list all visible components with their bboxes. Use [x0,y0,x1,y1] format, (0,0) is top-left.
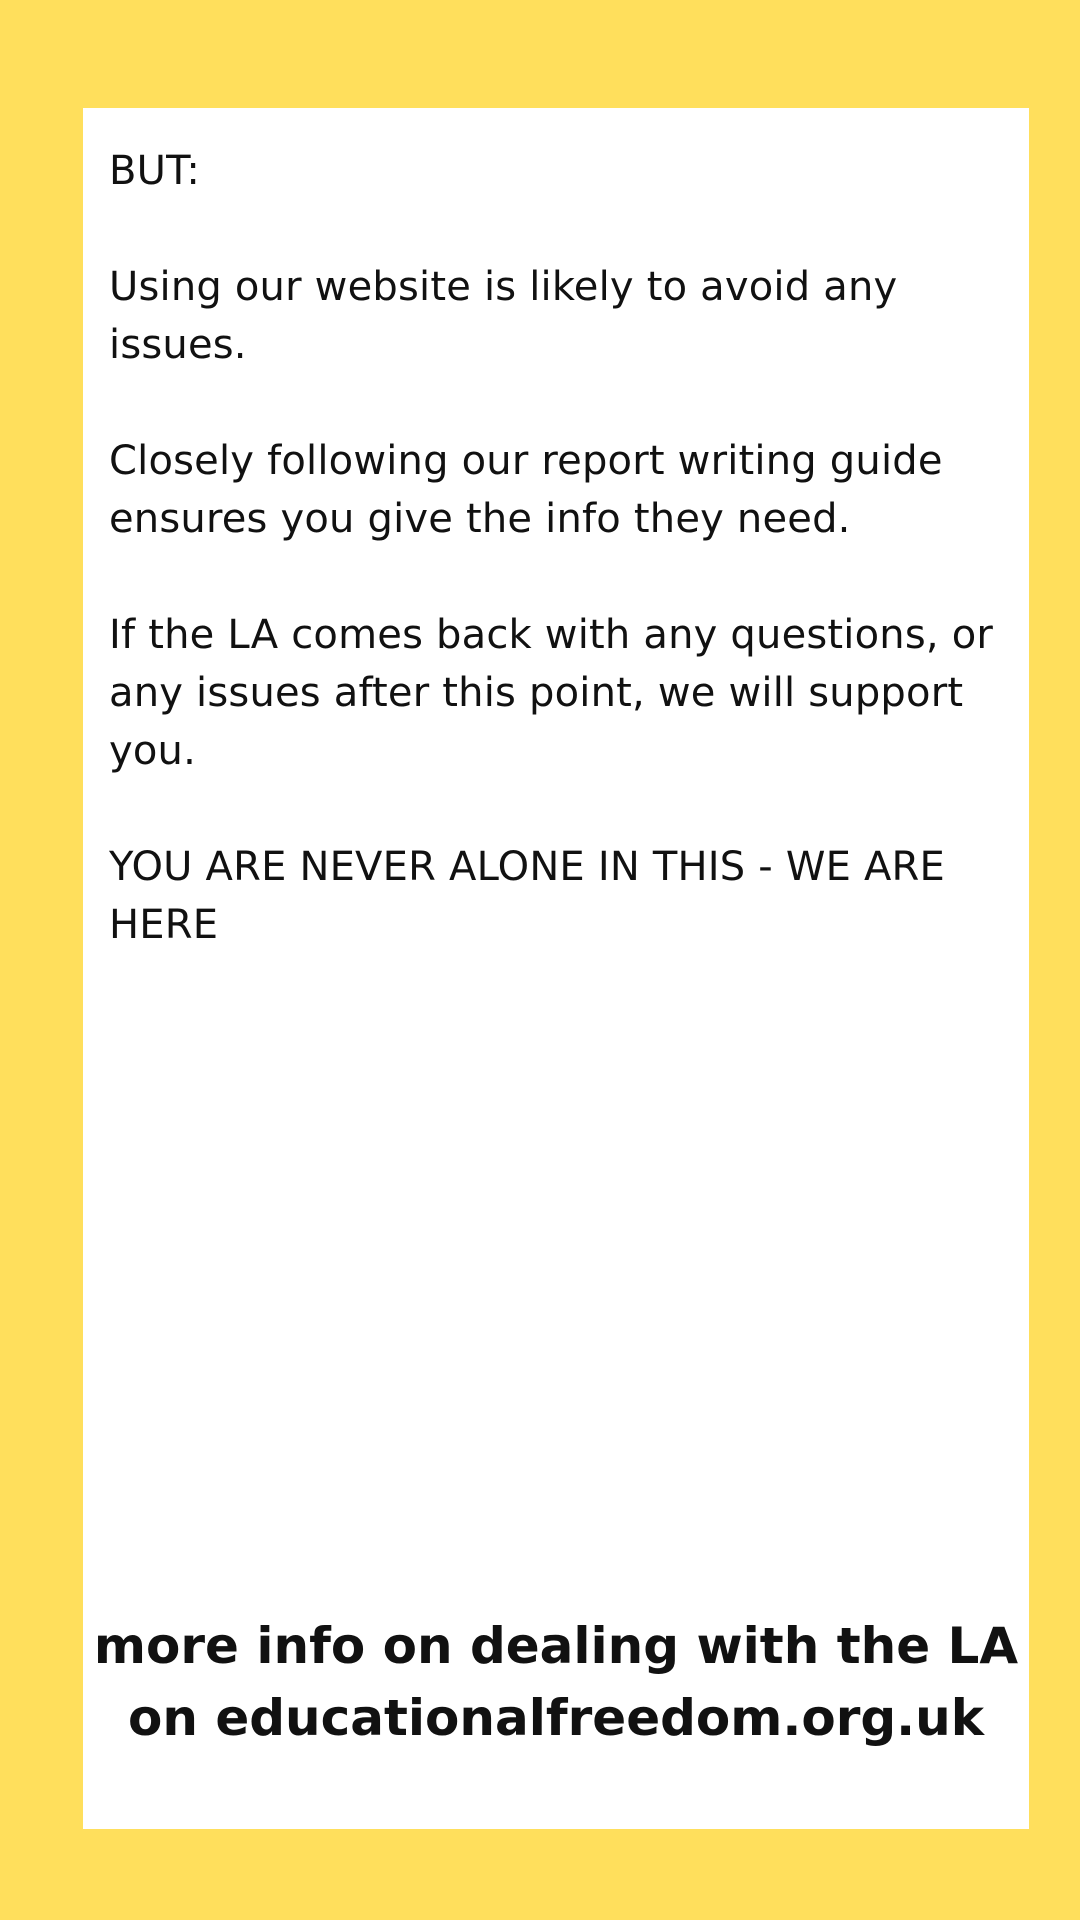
paragraph-but: BUT: [109,148,201,194]
paragraph-report-guide: Closely following our report writing guide ensures you give the info they need. [109,438,943,542]
content-card [83,108,1029,1829]
body-text [109,142,1009,1012]
paragraph-website: Using our website is likely to avoid any issues. [109,264,898,368]
footer-line-1: more info on dealing with the LA [93,1617,1019,1675]
footer-line-2: on educationalfreedom.org.uk [127,1689,984,1747]
paragraph-support: If the LA comes back with any questions, or any issues after this point, we will support you. [109,612,994,774]
paragraph-never-alone: YOU ARE NEVER ALONE IN THIS - WE ARE HERE [109,844,945,948]
footer-callout [83,1610,1029,1754]
